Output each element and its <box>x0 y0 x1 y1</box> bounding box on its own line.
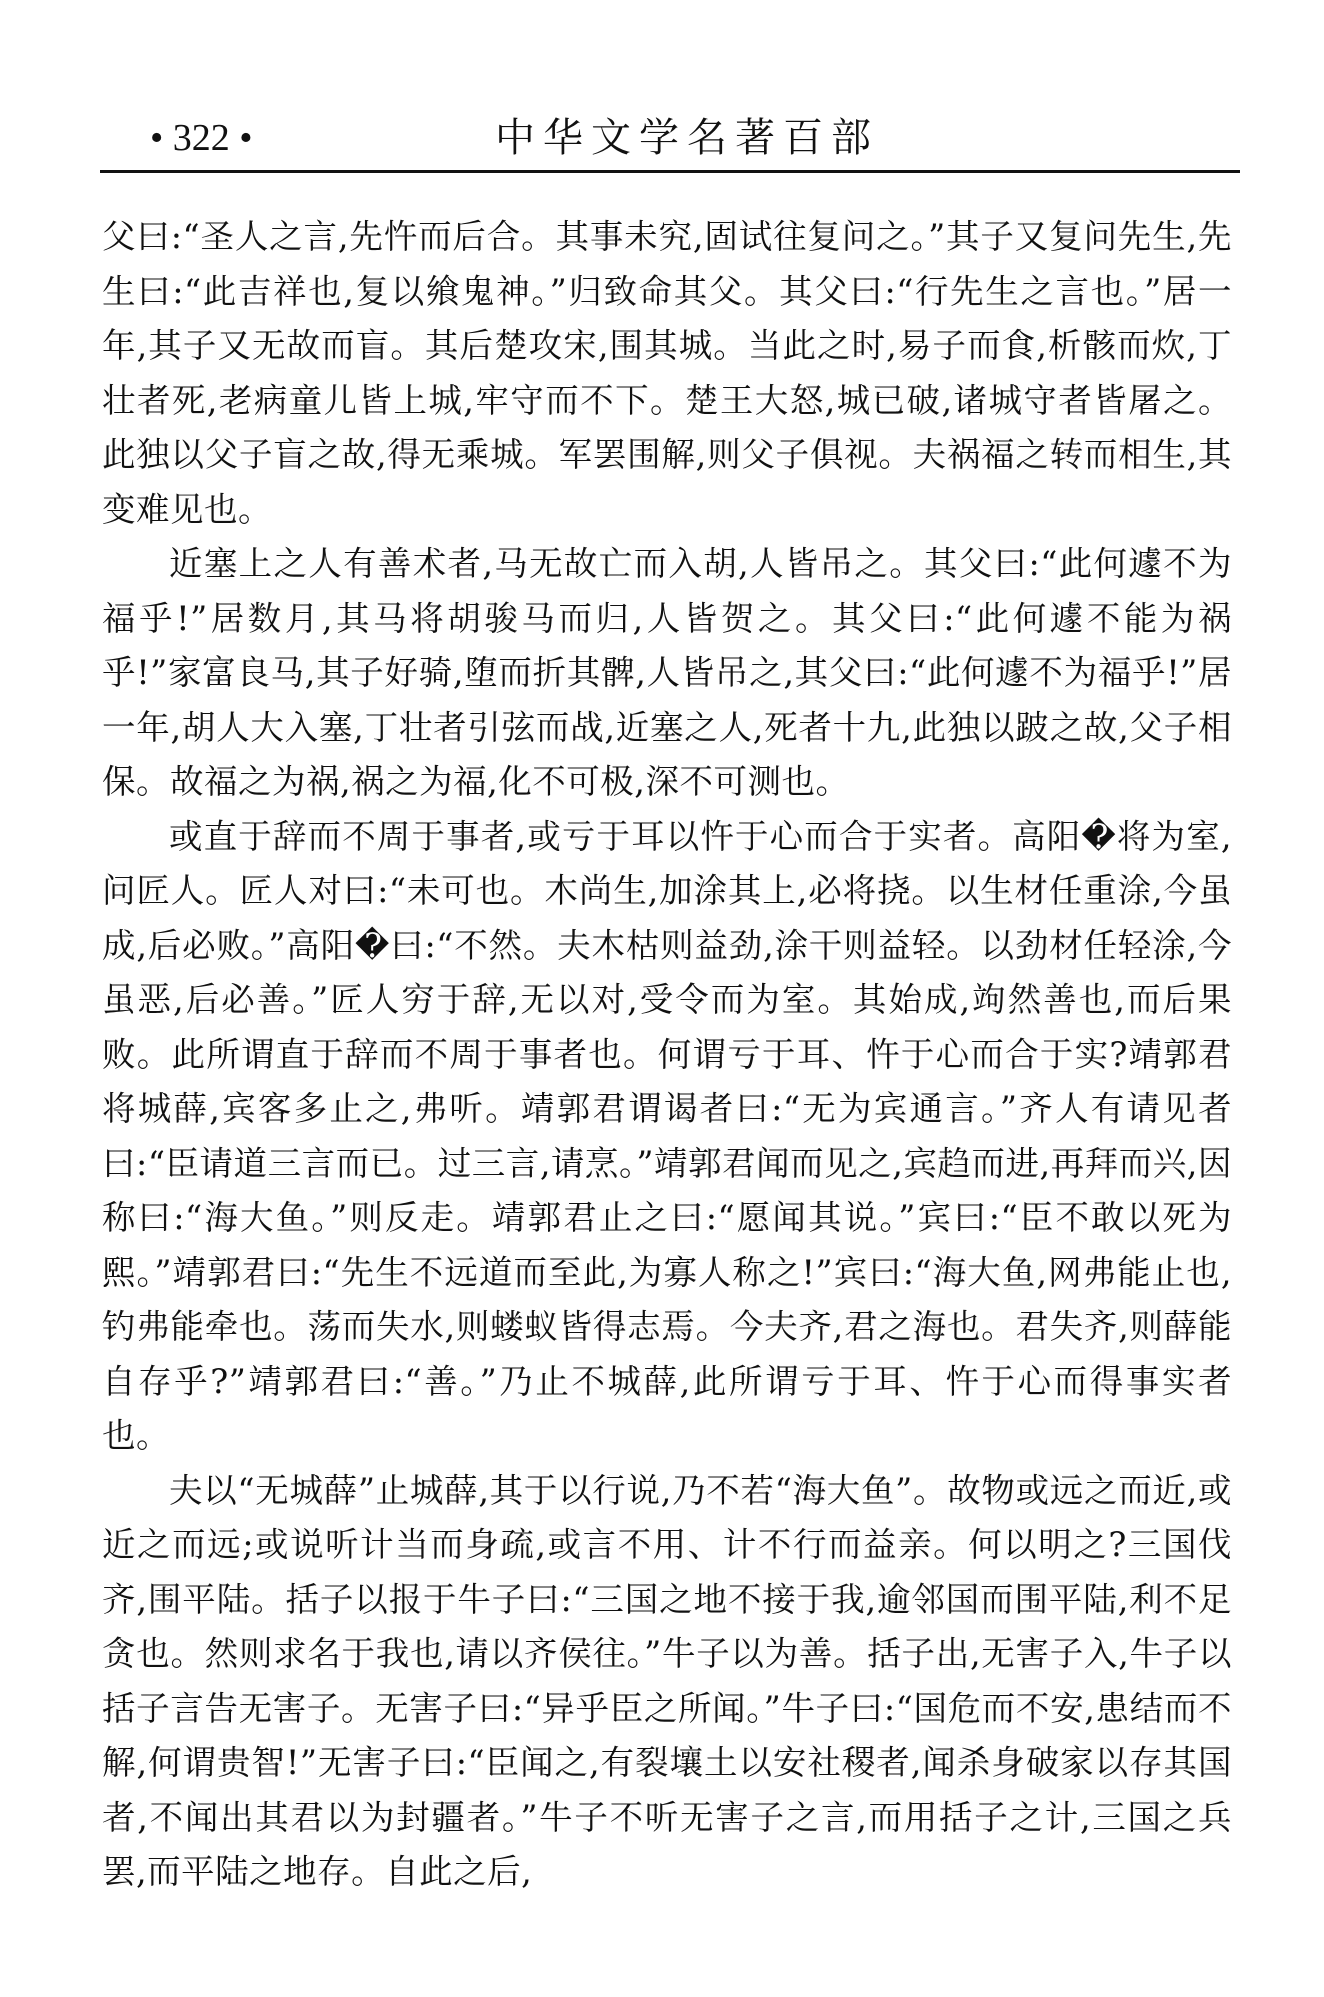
paragraph: 夫以“无城薛”止城薛,其于以行说,乃不若“海大鱼”。故物或远之而近,或近之而远;或说听计当而身疏,或言不用、计不行而益亲。何以明之?三国伐齐,围平陆。括子以报于牛子曰:“三国之地不接于我,逾邻国而围平陆,利不足贪也。然则求名于我也,请以齐侯往。”牛子以为善。括子出,无害子入,牛子以括子言告无害子。无害子曰:“异乎臣之所闻。”牛子曰:“国危而不安,患结而不解,何谓贵智!”无害子曰:“臣闻之,有裂壤土以安社稷者,闻杀身破家以存其国者,不闻出其君以为封疆者。”牛子不听无害子之言,而用括子之计,三国之兵罢,而平陆之地存。自此之后, <box>102 1470 1232 1891</box>
body-text <box>102 210 1232 1900</box>
page-header <box>100 108 1240 168</box>
paragraph: 近塞上之人有善术者,马无故亡而入胡,人皆吊之。其父曰:“此何遽不为福乎!”居数月,其马将胡骏马而归,人皆贺之。其父曰:“此何遽不能为祸乎!”家富良马,其子好骑,堕而折其髀,人皆吊之,其父曰:“此何遽不为福乎!”居一年,胡人大入塞,丁壮者引弦而战,近塞之人,死者十九,此独以跛之故,父子相保。故福之为祸,祸之为福,化不可极,深不可测也。 <box>102 544 1232 801</box>
book-title: 中华文学名著百部 <box>495 115 879 161</box>
header-divider <box>100 170 1240 173</box>
paragraph: 或直于辞而不周于事者,或亏于耳以忤于心而合于实者。高阳�将为室,问匠人。匠人对曰:“未可也。木尚生,加涂其上,必将挠。以生材任重涂,今虽成,后必败。”高阳�曰:“不然。夫木枯则益劲,涂干则益轻。以劲材任轻涂,今虽恶,后必善。”匠人穷于辞,无以对,受令而为室。其始成,竘然善也,而后果败。此所谓直于辞而不周于事者也。何谓亏于耳、忤于心而合于实?靖郭君将城薛,宾客多止之,弗听。靖郭君谓谒者曰:“无为宾通言。”齐人有请见者曰:“臣请道三言而已。过三言,请烹。”靖郭君闻而见之,宾趋而进,再拜而兴,因称曰:“海大鱼。”则反走。靖郭君止之曰:“愿闻其说。”宾曰:“臣不敢以死为熙。”靖郭君曰:“先生不远道而至此,为寡人称之!”宾曰:“海大鱼,网弗能止也,钓弗能牵也。荡而失水,则蝼蚁皆得志焉。今夫齐,君之海也。君失齐,则薛能自存乎?”靖郭君曰:“善。”乃止不城薛,此所谓亏于耳、忤于心而得事实者也。 <box>102 816 1232 1455</box>
paragraph: 父曰:“圣人之言,先忤而后合。其事未究,固试往复问之。”其子又复问先生,先生曰:“此吉祥也,复以飨鬼神。”归致命其父。其父曰:“行先生之言也。”居一年,其子又无故而盲。其后楚攻宋,围其城。当此之时,易子而食,析骸而炊,丁壮者死,老病童儿皆上城,牢守而不下。楚王大怒,城已破,诸城守者皆屠之。此独以父子盲之故,得无乘城。军罢围解,则父子俱视。夫祸福之转而相生,其变难见也。 <box>102 217 1232 529</box>
page-number: • 322 • <box>150 117 253 159</box>
